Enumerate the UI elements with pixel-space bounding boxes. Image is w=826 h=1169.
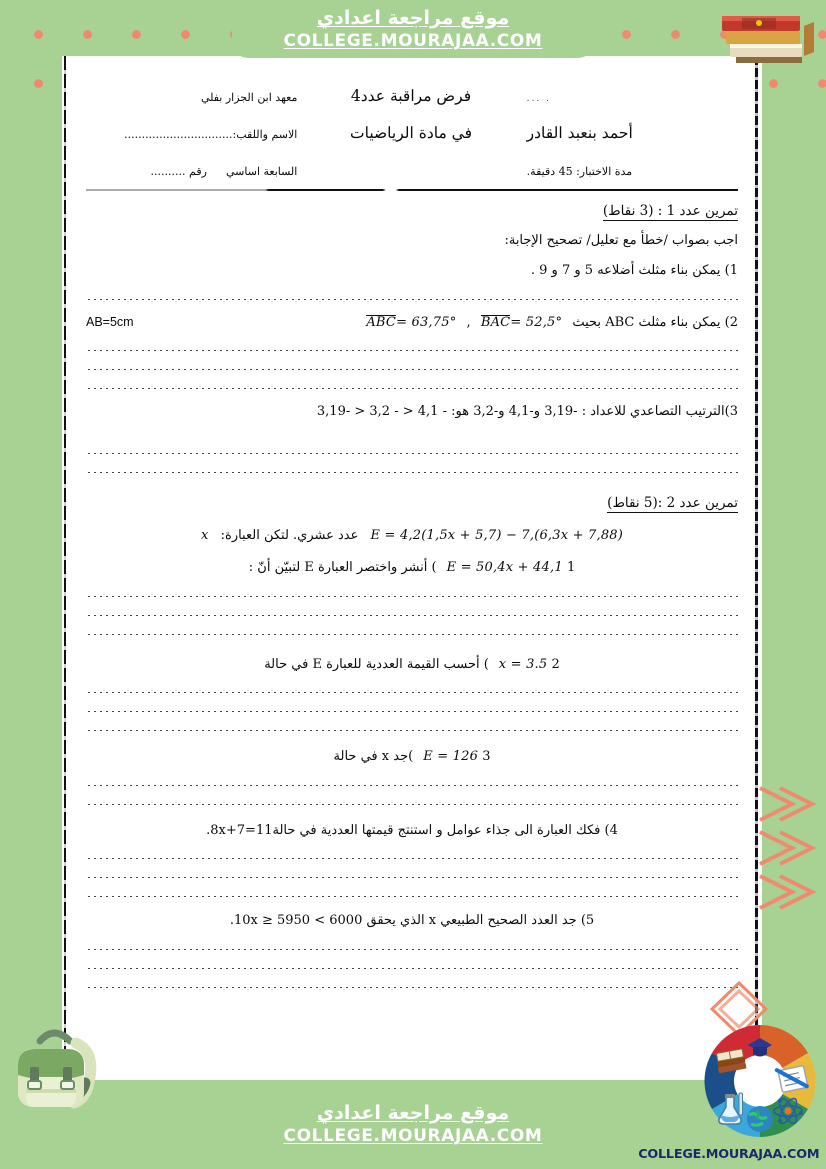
header-corner-marks: . ... [526, 94, 551, 104]
site-header-banner [0, 0, 826, 62]
answer-line[interactable] [86, 587, 738, 597]
answer-line[interactable] [86, 959, 738, 969]
exercise-2-block [86, 483, 738, 988]
site-watermark: COLLEGE.MOURAJAA.COM [638, 1146, 820, 1161]
exercise-1-q2-text: 2) يمكن بناء مثلث ABC بحيث [572, 314, 738, 330]
answer-line[interactable] [86, 379, 738, 389]
exercise-2-q1-result: E = 50,4x + 44,1 [446, 560, 563, 575]
books-illustration-icon [716, 6, 820, 68]
exercise-2-question-5: 5) جد العدد الصحيح الطبيعي x الذي يحقق 6000 > 10x ≥ 5950. [229, 913, 595, 928]
exercise-2-q3-text: 3)جد x في حالة [333, 749, 491, 764]
answer-line[interactable] [86, 795, 738, 805]
answer-line[interactable] [86, 360, 738, 370]
angle-bac-value: = 52,5° [510, 314, 563, 330]
exercise-2-intro-text: عدد عشري. لتكن العبارة: [220, 527, 359, 543]
answer-line[interactable] [86, 606, 738, 616]
answer-line[interactable] [86, 683, 738, 693]
teacher-name: أحمد بنعبد القادر [526, 124, 633, 142]
institute-name: معهد ابن الجزار بفلي [200, 91, 298, 104]
answer-line[interactable] [86, 290, 738, 300]
exercise-2-q3-value: E = 126 [423, 749, 479, 764]
exercise-1-question-2: AB=5cm 2) يمكن بناء مثلث ABC بحيث BAC= 52,5° , ABC= 63,75° [86, 314, 738, 330]
exercise-2-variable: x [200, 527, 209, 543]
angle-bac-label: BAC [480, 314, 511, 330]
exercise-2-q2-text: 2) أحسب القيمة العددية للعبارة E في حالة [264, 656, 560, 672]
exam-subject: في مادة الرياضيات [350, 124, 473, 142]
exercise-2-title: تمرين عدد 2 :(5 نقاط) [607, 494, 738, 511]
answer-line[interactable] [86, 341, 738, 351]
exercise-1-title: تمرين عدد 1 : (3 نقاط) [602, 203, 738, 219]
answer-line[interactable] [86, 978, 738, 988]
exam-title: فرض مراقبة عدد4 [350, 87, 472, 105]
exam-paper-sheet [62, 56, 762, 1080]
answer-line[interactable] [86, 702, 738, 712]
site-header-url[interactable]: COLLEGE.MOURAJAA.COM [283, 31, 543, 52]
answer-line[interactable] [86, 444, 738, 454]
answer-line[interactable] [86, 868, 738, 878]
student-name-field[interactable]: الاسم واللقب:............................... [124, 128, 298, 141]
site-header-arabic-title: موقع مراجعة اعدادي [316, 6, 510, 29]
exercise-1-q2-side-length: AB=5cm [86, 314, 134, 329]
exercise-1-question-1: 1) يمكن بناء مثلث أضلاعه 5 و 7 و 9 . [530, 263, 738, 278]
exercise-1-question-3: 3)الترتيب التصاعدي للاعداد : -3,19 و-4,1 و-3,2 هو: - 4,1 < - 3,2 < -3,19 [316, 404, 738, 419]
answer-line[interactable] [86, 940, 738, 950]
answer-line[interactable] [86, 463, 738, 473]
angle-abc-value: = 63,75° [396, 314, 457, 330]
answer-line[interactable] [86, 625, 738, 635]
exercise-2-question-4: 4) فكك العبارة الى جذاء عوامل و استنتج قيمتها العددية في حالة8x+7=11. [206, 822, 618, 838]
exercise-2-expression: E = 4,2(1,5x + 5,7) − 7,(6,3x + 7,88) [370, 527, 624, 543]
angle-abc-label: ABC [366, 314, 397, 330]
exam-duration: مدة الاختبار: 45 دقيقة. [526, 165, 633, 178]
chevron-arrows-decoration-icon [752, 780, 822, 920]
exercise-1-block [86, 191, 738, 473]
school-subjects-wheel-icon [700, 1021, 820, 1141]
exercise-2-intro [86, 526, 738, 546]
student-class-field[interactable]: السابعة اساسي [225, 165, 298, 178]
backpack-illustration-icon [4, 1015, 108, 1111]
answer-line[interactable] [86, 721, 738, 731]
exercise-2-q1-text: 1) أنشر واختصر العبارة E لتبيّن أنّ : [248, 560, 576, 575]
exercise-2-question-2 [86, 655, 738, 675]
answer-line[interactable] [86, 776, 738, 786]
exercise-2-q2-value: x = 3.5 [498, 656, 548, 672]
answer-line[interactable] [86, 887, 738, 897]
header-separator-rule [86, 189, 738, 191]
exercise-2-question-1 [86, 558, 738, 578]
student-number-field[interactable]: رقم .......... [150, 165, 207, 178]
site-footer-arabic-title: موقع مراجعة اعدادي [316, 1101, 510, 1124]
exercise-1-instruction: اجب بصواب /خطأ مع تعليل/ تصحيح الإجابة: [504, 233, 738, 248]
answer-line[interactable] [86, 849, 738, 859]
exam-header-block [86, 86, 738, 191]
site-footer-url[interactable]: COLLEGE.MOURAJAA.COM [283, 1126, 543, 1147]
exercise-2-question-3 [86, 747, 738, 767]
